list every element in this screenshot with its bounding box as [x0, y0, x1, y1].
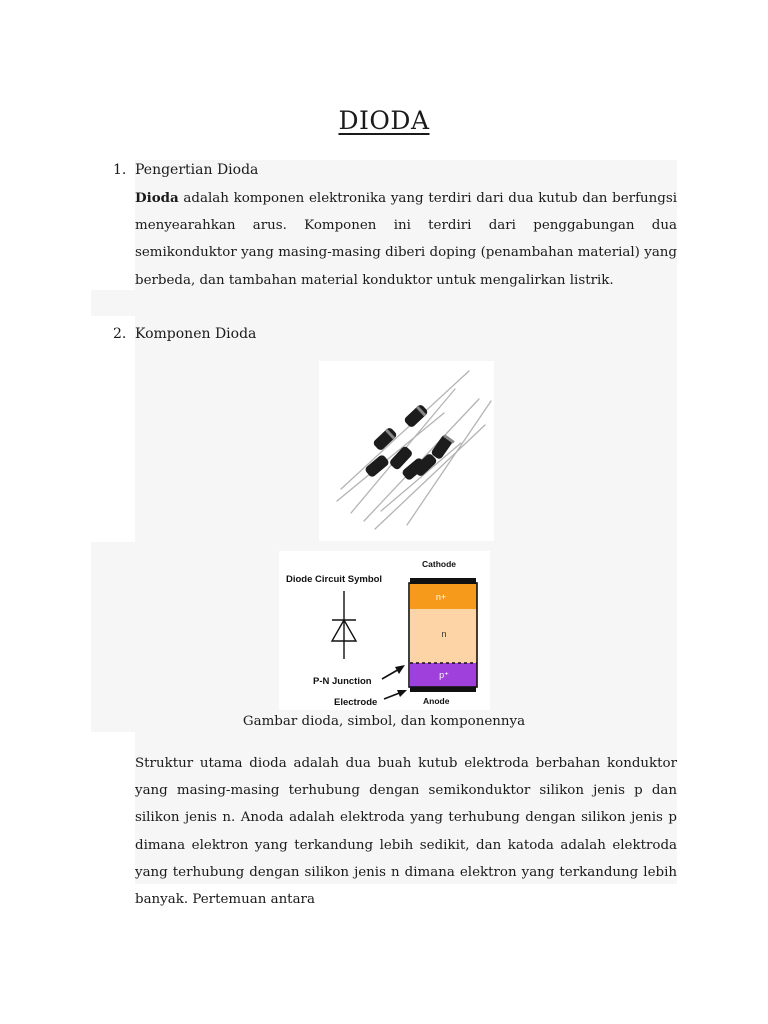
p-plus-label: p⁺ — [439, 670, 449, 680]
definition-term: Dioda — [135, 190, 179, 206]
definition-paragraph — [135, 185, 677, 294]
section-number: 1. — [113, 162, 127, 178]
n-plus-label: n+ — [435, 592, 447, 602]
section-heading-2 — [113, 326, 256, 342]
background-band — [91, 290, 677, 316]
n-label: n — [441, 629, 447, 639]
diode-photo-illustration — [319, 361, 494, 541]
section-heading-text: Pengertian Dioda — [135, 162, 259, 178]
diode-diagram-svg — [279, 551, 490, 710]
anode-label: Anode — [423, 696, 450, 706]
diode-photo — [319, 361, 494, 541]
structure-paragraph: Struktur utama dioda adalah dua buah kutub elektroda berbahan konduktor yang masing-masing terhubung dengan semikonduktor silikon jenis p dan silikon jenis n. Anoda adalah elektroda yang terhubung dengan silikon jenis p dimana elektron yang terkandung lebih sedikit, dan katoda adalah elektroda yang terhubung dengan silikon jenis n dimana elektron yang terkandung lebih banyak. Pertemuan antara — [135, 756, 677, 908]
section-number: 2. — [113, 326, 127, 342]
page-title: DIODA — [338, 106, 430, 135]
symbol-title-label: Diode Circuit Symbol — [286, 574, 383, 585]
cathode-label: Cathode — [422, 559, 456, 569]
diode-diagram — [279, 551, 490, 710]
arrow-icon — [384, 690, 407, 699]
section-heading-1 — [113, 162, 258, 178]
pn-junction-label: P-N Junction — [313, 676, 372, 687]
arrow-icon — [382, 665, 405, 679]
section-heading-text: Komponen Dioda — [135, 326, 257, 342]
electrode-label: Electrode — [334, 697, 378, 708]
definition-body: adalah komponen elektronika yang terdiri dari dua kutub dan berfungsi menyearahkan arus. Komponen ini terdiri dari penggabungan dua semikonduktor yang masing-masing diberi doping (penambahan material) yang berbeda, dan tambahan material konduktor untuk mengalirkan listrik. — [135, 191, 677, 288]
figure-caption: Gambar dioda, simbol, dan komponennya — [242, 714, 526, 729]
anode-electrode — [410, 687, 476, 692]
diode-symbol-icon — [332, 591, 356, 659]
